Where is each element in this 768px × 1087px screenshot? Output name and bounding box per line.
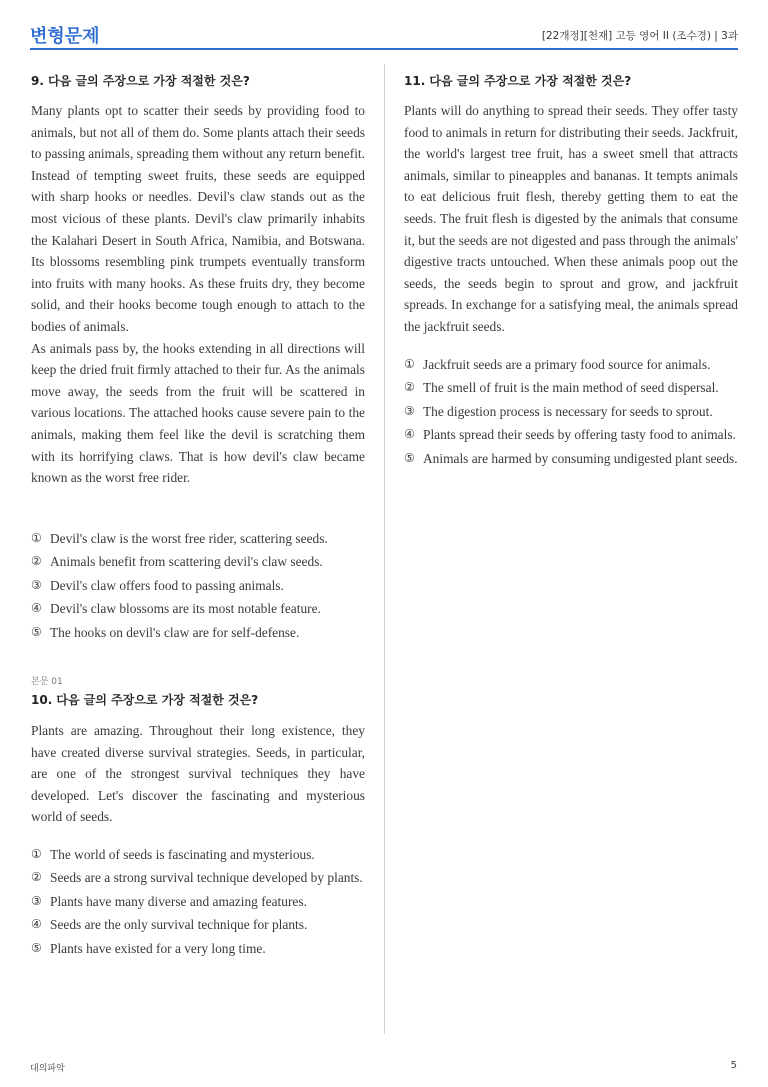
choice-item[interactable] [404, 401, 738, 423]
choice-text: Plants have existed for a very long time. [50, 940, 266, 956]
choice-number: ① [404, 357, 415, 371]
choice-text: Seeds are the only survival technique for plants. [50, 917, 308, 933]
question-9-paragraph-1: Many plants opt to scatter their seeds by providing food to animals, but not all of them do. Some plants attach their seeds to passing animals, spreading them without any return benefit. Instead of tempting sweet fruits, these seeds are equipped with sharp hooks or needles. Devil's claw stands out as the most vicious of these plants. Devil's claw primarily inhabits the Kalahari Desert in South Africa, Namibia, and Botswana. Its blossoms resembling pink trumpets eventually transform into fruits with many hooks. As these fruits dry, they become solid, and their hooks become tough enough to attach to the bodies of animals. [31, 103, 365, 334]
choice-text: Animals are harmed by consuming undigested plant seeds. [423, 450, 738, 466]
choice-item[interactable] [404, 354, 738, 376]
choice-text: Jackfruit seeds are a primary food source for animals. [423, 357, 711, 372]
choice-number: ⑤ [31, 624, 42, 639]
choice-number: ④ [31, 917, 42, 932]
course-label: [22개정][천재] 고등 영어 II (조수경) | 3과 [541, 30, 738, 42]
choice-item[interactable] [31, 575, 365, 597]
choice-text: Animals benefit from scattering devil's claw seeds. [50, 554, 323, 570]
choice-number: ⑤ [404, 450, 415, 465]
choice-number: ③ [404, 403, 415, 418]
choice-number: ⑤ [31, 940, 42, 955]
page-header [30, 22, 738, 48]
question-10-source: 본문 01 [31, 677, 63, 687]
choice-number: ① [31, 847, 42, 861]
choice-number: ③ [31, 893, 42, 908]
choice-number: ④ [404, 427, 415, 442]
page-title: 변형문제 [30, 26, 100, 47]
question-11-passage [404, 100, 738, 338]
question-9-paragraph-2: As animals pass by, the hooks extending in all directions will keep the dried fruit firmly attached to their fur. As the animals move away, the seeds from the fruit will be scattered in various locations. The attached hooks cause severe pain to the animals, making them feel like the devil is scratching them with its horrifying claws. That is how devil's claw became known as the worst free rider. [31, 340, 365, 486]
question-11-choices [404, 354, 738, 471]
choice-number: ③ [31, 577, 42, 592]
question-10-choices [31, 844, 365, 961]
choice-text: Seeds are a strong survival technique developed by plants. [50, 870, 363, 886]
question-11-paragraph: Plants will do anything to spread their seeds. They offer tasty food to animals in return for distributing their seeds. Jackfruit, the world's largest tree fruit, has a sweet smell that attracts animals, similar to pineapples and bananas. It tempts animals to eat delicious fruit flesh, thereby getting them to eat the seeds. The fruit flesh is digested by the animals that consume it, but the seeds are not digested and pass through the animals' digestive tracts untouched. When these animals poop out the seeds, the seeds begin to sprout and grow, and jackfruit spreads. In exchange for a satisfying meal, the animals spread the jackfruit seeds. [404, 103, 738, 334]
choice-item[interactable] [31, 938, 365, 960]
choice-number: ② [31, 554, 42, 569]
choice-text: Devil's claw blossoms are its most notable feature. [50, 601, 321, 617]
choice-number: ② [31, 870, 42, 885]
question-10-title: 10. 다음 글의 주장으로 가장 적절한 것은? [31, 693, 259, 707]
question-11-title: 11. 다음 글의 주장으로 가장 적절한 것은? [404, 74, 632, 88]
question-9-choices [31, 528, 365, 645]
page-number: 5 [730, 1060, 737, 1071]
question-10-paragraph: Plants are amazing. Throughout their long existence, they have created diverse survival strategies. Seeds, in particular, are one of the strongest survival techniques they have developed. Let's discover the fascinating and mysterious world of seeds. [31, 723, 365, 825]
choice-text: Devil's claw offers food to passing animals. [50, 577, 284, 593]
footer-publisher: 대의파악 [30, 1064, 65, 1074]
choice-item[interactable] [31, 622, 365, 644]
header-divider [30, 48, 738, 50]
choice-text: Plants spread their seeds by offering tasty food to animals. [423, 427, 736, 443]
choice-item[interactable] [31, 551, 365, 573]
choice-item[interactable] [31, 844, 365, 866]
choice-number: ④ [31, 601, 42, 616]
choice-number: ① [31, 531, 42, 545]
choice-item[interactable] [31, 867, 365, 889]
choice-text: Devil's claw is the worst free rider, scattering seeds. [50, 531, 328, 546]
choice-number: ② [404, 380, 415, 395]
choice-item[interactable] [31, 528, 365, 550]
choice-text: The smell of fruit is the main method of seed dispersal. [423, 380, 719, 396]
choice-text: The hooks on devil's claw are for self-defense. [50, 624, 300, 640]
choice-text: The world of seeds is fascinating and mysterious. [50, 847, 315, 862]
column-divider [384, 64, 385, 1034]
choice-item[interactable] [404, 424, 738, 446]
question-9-passage [31, 100, 365, 489]
question-9-title: 9. 다음 글의 주장으로 가장 적절한 것은? [31, 74, 250, 88]
choice-item[interactable] [404, 448, 738, 470]
choice-item[interactable] [31, 914, 365, 936]
choice-text: Plants have many diverse and amazing features. [50, 893, 307, 909]
choice-item[interactable] [31, 598, 365, 620]
question-10-passage [31, 720, 365, 828]
choice-item[interactable] [404, 377, 738, 399]
choice-item[interactable] [31, 891, 365, 913]
choice-text: The digestion process is necessary for seeds to sprout. [423, 403, 713, 419]
